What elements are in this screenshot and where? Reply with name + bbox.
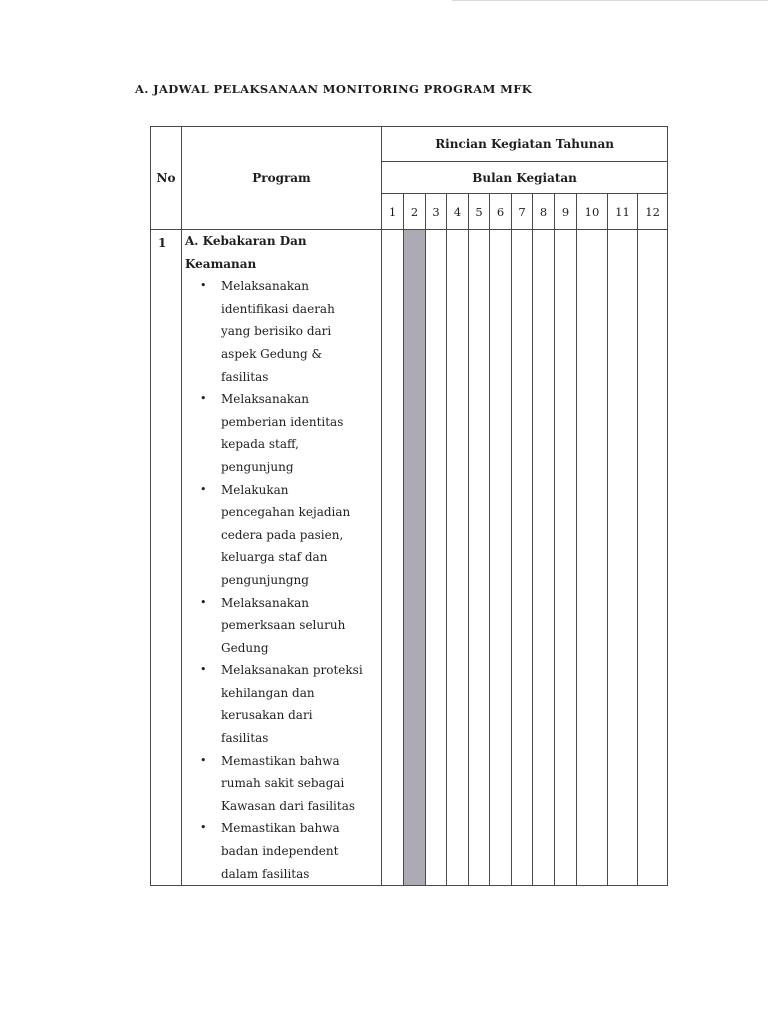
month-cell [512,230,533,886]
month-cell [555,230,577,886]
month-cell [533,230,555,886]
header-row-1 [151,127,668,162]
month-cell [469,230,490,886]
table-row [151,230,668,886]
activity-item [185,479,381,592]
month-header: 6 [490,194,512,230]
activity-line: pemberian identitas [221,414,344,429]
activity-line: Melakukan [221,482,289,497]
month-cell [577,230,608,886]
activity-list [185,275,381,885]
bullet-icon: • [200,753,207,767]
activity-line: keluarga staf dan [221,550,328,565]
activity-line: fasilitas [221,731,269,746]
activity-item [185,750,381,818]
month-cell [447,230,469,886]
activity-line: kepada staff, [221,437,299,452]
activity-line: badan independent [221,844,339,859]
month-cell [608,230,638,886]
schedule-table [150,126,668,886]
bullet-icon: • [200,279,207,293]
header-program: Program [182,127,382,230]
page-heading: A. JADWAL PELAKSANAAN MONITORING PROGRAM MFK [135,82,533,96]
program-title-line: Keamanan [185,256,257,271]
activity-line: pemerksaan seluruh [221,618,346,633]
activity-item [185,275,381,388]
bullet-icon: • [200,821,207,835]
bullet-icon: • [200,595,207,609]
month-cell [426,230,447,886]
month-cell [490,230,512,886]
header-no: No [151,127,182,230]
activity-line: Melaksanakan [221,392,310,407]
activity-line: kerusakan dari [221,708,313,723]
month-header: 5 [469,194,490,230]
activity-line: Melaksanakan proteksi [221,663,363,678]
activity-line: Memastikan bahwa [221,821,340,836]
bullet-icon: • [200,482,207,496]
month-header: 1 [382,194,404,230]
activity-line: Melaksanakan [221,279,310,294]
month-header: 9 [555,194,577,230]
program-cell [182,230,382,886]
activity-item [185,817,381,885]
month-cell [404,230,426,886]
program-title-line: A. Kebakaran Dan [185,234,307,248]
scan-edge-line [452,0,768,1]
bullet-icon: • [200,392,207,406]
month-cell [638,230,668,886]
activity-line: yang berisiko dari [221,324,332,339]
activity-line: aspek Gedung & [221,346,323,361]
activity-line: identifikasi daerah [221,301,335,316]
bullet-icon: • [200,663,207,677]
activity-item [185,388,381,478]
month-header: 4 [447,194,469,230]
activity-line: pengunjung [221,459,294,474]
activity-line: fasilitas [221,369,269,384]
activity-item [185,659,381,749]
header-bulan: Bulan Kegiatan [382,162,668,194]
month-cell [382,230,404,886]
month-header: 10 [577,194,608,230]
activity-line: pengunjungng [221,572,309,587]
header-rincian: Rincian Kegiatan Tahunan [382,127,668,162]
month-header: 7 [512,194,533,230]
activity-line: kehilangan dan [221,685,315,700]
activity-line: Kawasan dari fasilitas [221,798,356,813]
row-number: 1 [151,230,182,886]
activity-line: Gedung [221,640,269,655]
program-title [185,230,381,275]
activity-line: cedera pada pasien, [221,527,344,542]
activity-line: Memastikan bahwa [221,753,340,768]
month-header: 12 [638,194,668,230]
month-header: 2 [404,194,426,230]
activity-line: Melaksanakan [221,595,310,610]
activity-line: dalam fasilitas [221,866,310,881]
month-header: 8 [533,194,555,230]
month-header: 3 [426,194,447,230]
month-header: 11 [608,194,638,230]
activity-item [185,592,381,660]
activity-line: rumah sakit sebagai [221,776,345,791]
activity-line: pencegahan kejadian [221,505,351,520]
